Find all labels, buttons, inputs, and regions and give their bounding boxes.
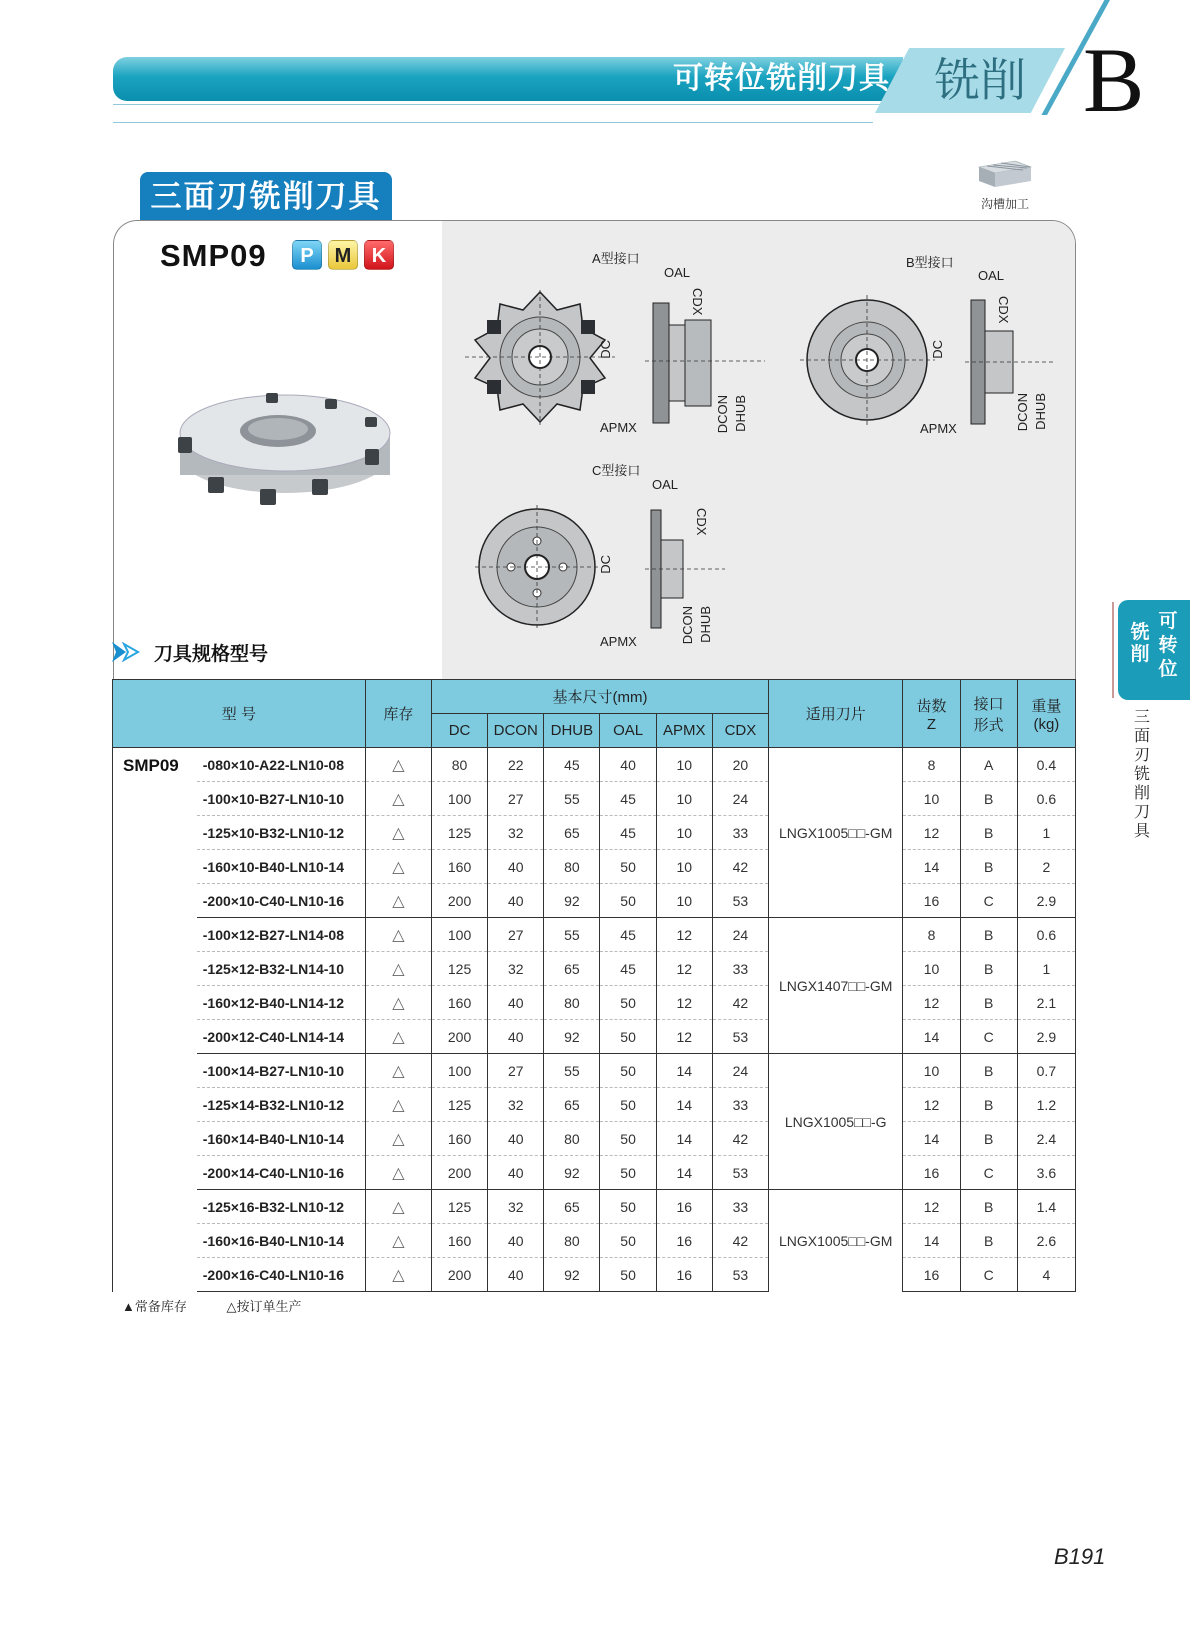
dc-cell: 125	[431, 952, 487, 986]
stock-cell: △	[365, 918, 431, 952]
weight-cell: 4	[1017, 1258, 1075, 1292]
dim-label-dc: DC	[598, 555, 613, 574]
header-apmx: APMX	[656, 714, 712, 748]
stock-cell: △	[365, 884, 431, 918]
dcon-cell: 32	[488, 952, 544, 986]
apmx-cell: 12	[656, 1020, 712, 1054]
interface-cell: B	[960, 986, 1017, 1020]
series-label: SMP09	[113, 748, 197, 1292]
spec-heading: 刀具规格型号	[154, 644, 269, 665]
dcon-cell: 32	[488, 1190, 544, 1224]
stock-cell: △	[365, 1258, 431, 1292]
header-dcon: DCON	[488, 714, 544, 748]
model-cell: -125×12-B32-LN14-10	[197, 952, 366, 986]
legend-in-stock: ▲常备库存	[122, 1299, 187, 1314]
interface-cell: B	[960, 782, 1017, 816]
table-row	[113, 1156, 1076, 1190]
oal-cell: 50	[600, 1224, 656, 1258]
stock-cell: △	[365, 986, 431, 1020]
model-cell: -200×14-C40-LN10-16	[197, 1156, 366, 1190]
model-cell: -160×14-B40-LN10-14	[197, 1122, 366, 1156]
teeth-cell: 12	[903, 1190, 960, 1224]
dc-cell: 100	[431, 918, 487, 952]
oal-cell: 45	[600, 816, 656, 850]
dim-label-dcon: DCON	[715, 395, 730, 434]
interface-cell: B	[960, 1054, 1017, 1088]
dhub-cell: 80	[544, 850, 600, 884]
interface-cell: B	[960, 952, 1017, 986]
dc-cell: 200	[431, 1156, 487, 1190]
diagram-b-title: B型接口	[906, 255, 954, 270]
apmx-cell: 14	[656, 1088, 712, 1122]
oal-cell: 50	[600, 1122, 656, 1156]
stock-legend	[122, 1296, 338, 1315]
dim-label-oal: OAL	[978, 268, 1005, 283]
dc-cell: 125	[431, 1088, 487, 1122]
interface-cell: B	[960, 1122, 1017, 1156]
page-number: B191	[1054, 1544, 1106, 1569]
oal-cell: 50	[600, 850, 656, 884]
interface-cell: C	[960, 884, 1017, 918]
dcon-cell: 40	[488, 1122, 544, 1156]
cdx-cell: 53	[712, 1156, 768, 1190]
oal-cell: 50	[600, 1020, 656, 1054]
chapter-letter: B	[1083, 29, 1145, 131]
oal-cell: 45	[600, 782, 656, 816]
dcon-cell: 27	[488, 918, 544, 952]
insert-cell: LNGX1005□□-G	[769, 1054, 903, 1190]
table-row	[113, 1190, 1076, 1224]
dhub-cell: 55	[544, 782, 600, 816]
stock-cell: △	[365, 850, 431, 884]
weight-cell: 3.6	[1017, 1156, 1075, 1190]
table-row	[113, 884, 1076, 918]
dc-cell: 100	[431, 1054, 487, 1088]
oal-cell: 50	[600, 1088, 656, 1122]
apmx-cell: 16	[656, 1224, 712, 1258]
header-dc: DC	[431, 714, 487, 748]
oal-cell: 50	[600, 1156, 656, 1190]
dim-label-apmx: APMX	[600, 420, 637, 435]
teeth-cell: 14	[903, 1020, 960, 1054]
category-title: 可转位铣削刀具	[673, 62, 890, 95]
cdx-cell: 42	[712, 1122, 768, 1156]
oal-cell: 50	[600, 1190, 656, 1224]
dcon-cell: 27	[488, 782, 544, 816]
dim-label-dcon: DCON	[1015, 393, 1030, 432]
teeth-cell: 14	[903, 850, 960, 884]
dhub-cell: 65	[544, 816, 600, 850]
interface-cell: C	[960, 1258, 1017, 1292]
weight-cell: 2.1	[1017, 986, 1075, 1020]
table-row	[113, 816, 1076, 850]
section-tab-title: 三面刃铣削刀具	[140, 172, 392, 222]
header-dimensions: 基本尺寸(mm)	[431, 680, 768, 714]
header-model: 型 号	[113, 680, 366, 748]
dc-cell: 200	[431, 1020, 487, 1054]
dcon-cell: 40	[488, 1224, 544, 1258]
stock-cell: △	[365, 1122, 431, 1156]
stock-cell: △	[365, 1190, 431, 1224]
dim-label-apmx: APMX	[920, 421, 957, 436]
dc-cell: 80	[431, 748, 487, 782]
cdx-cell: 24	[712, 782, 768, 816]
apmx-cell: 14	[656, 1122, 712, 1156]
dim-label-cdx: CDX	[690, 288, 705, 316]
model-cell: -160×10-B40-LN10-14	[197, 850, 366, 884]
side-tab-text-1: 铣削	[1130, 622, 1150, 665]
dim-label-dhub: DHUB	[733, 395, 748, 432]
cdx-cell: 33	[712, 816, 768, 850]
teeth-cell: 14	[903, 1224, 960, 1258]
double-chevron-icon	[112, 642, 142, 662]
dcon-cell: 32	[488, 1088, 544, 1122]
teeth-cell: 16	[903, 1258, 960, 1292]
cdx-cell: 42	[712, 1224, 768, 1258]
stock-cell: △	[365, 1088, 431, 1122]
model-cell: -200×12-C40-LN14-14	[197, 1020, 366, 1054]
dim-label-oal: OAL	[664, 265, 691, 280]
model-cell: -160×12-B40-LN14-12	[197, 986, 366, 1020]
weight-cell: 0.7	[1017, 1054, 1075, 1088]
cdx-cell: 33	[712, 1088, 768, 1122]
stock-cell: △	[365, 782, 431, 816]
cdx-cell: 42	[712, 850, 768, 884]
teeth-cell: 12	[903, 816, 960, 850]
apmx-cell: 10	[656, 850, 712, 884]
weight-cell: 2.6	[1017, 1224, 1075, 1258]
insert-cell: LNGX1005□□-GM	[769, 1190, 903, 1292]
header-insert: 适用刀片	[769, 680, 903, 748]
weight-cell: 1.4	[1017, 1190, 1075, 1224]
cdx-cell: 42	[712, 986, 768, 1020]
cdx-cell: 20	[712, 748, 768, 782]
dim-label-cdx: CDX	[694, 508, 709, 536]
oal-cell: 45	[600, 952, 656, 986]
dcon-cell: 40	[488, 1156, 544, 1190]
dcon-cell: 32	[488, 816, 544, 850]
interface-cell: B	[960, 850, 1017, 884]
dim-label-dhub: DHUB	[698, 606, 713, 643]
apmx-cell: 10	[656, 816, 712, 850]
diagram-a-front-view	[465, 290, 615, 425]
dhub-cell: 55	[544, 1054, 600, 1088]
interface-cell: C	[960, 1020, 1017, 1054]
teeth-cell: 16	[903, 884, 960, 918]
model-cell: -100×10-B27-LN10-10	[197, 782, 366, 816]
cdx-cell: 33	[712, 952, 768, 986]
header-rule	[113, 122, 873, 123]
dhub-cell: 92	[544, 1258, 600, 1292]
teeth-cell: 10	[903, 952, 960, 986]
dhub-cell: 65	[544, 1190, 600, 1224]
groove-block-icon	[975, 157, 1033, 189]
weight-cell: 2.9	[1017, 884, 1075, 918]
interface-cell: B	[960, 918, 1017, 952]
dc-cell: 200	[431, 884, 487, 918]
teeth-cell: 16	[903, 1156, 960, 1190]
cdx-cell: 53	[712, 1020, 768, 1054]
dc-cell: 200	[431, 1258, 487, 1292]
dc-cell: 100	[431, 782, 487, 816]
interface-cell: C	[960, 1156, 1017, 1190]
side-tab-accent	[1112, 602, 1114, 698]
model-cell: -125×16-B32-LN10-12	[197, 1190, 366, 1224]
table-row	[113, 918, 1076, 952]
apmx-cell: 12	[656, 986, 712, 1020]
stock-cell: △	[365, 1224, 431, 1258]
weight-cell: 2.4	[1017, 1122, 1075, 1156]
cdx-cell: 24	[712, 918, 768, 952]
weight-cell: 1.2	[1017, 1088, 1075, 1122]
oal-cell: 40	[600, 748, 656, 782]
table-row	[113, 1020, 1076, 1054]
dhub-cell: 80	[544, 1122, 600, 1156]
dcon-cell: 40	[488, 1258, 544, 1292]
side-chapter-tab[interactable]	[1118, 600, 1190, 700]
apmx-cell: 10	[656, 782, 712, 816]
dhub-cell: 92	[544, 1020, 600, 1054]
apmx-cell: 16	[656, 1258, 712, 1292]
header-interface: 接口 形式	[960, 680, 1017, 748]
interface-cell: B	[960, 1224, 1017, 1258]
dhub-cell: 45	[544, 748, 600, 782]
weight-cell: 1	[1017, 816, 1075, 850]
table-row	[113, 850, 1076, 884]
dcon-cell: 40	[488, 884, 544, 918]
header-cdx: CDX	[712, 714, 768, 748]
section-label: 铣削	[934, 54, 1026, 106]
dhub-cell: 92	[544, 1156, 600, 1190]
dc-cell: 125	[431, 816, 487, 850]
dc-cell: 160	[431, 1224, 487, 1258]
side-subsection-label: 三面刃铣削刀具	[1133, 709, 1150, 840]
model-cell: -200×16-C40-LN10-16	[197, 1258, 366, 1292]
dc-cell: 160	[431, 986, 487, 1020]
cdx-cell: 53	[712, 884, 768, 918]
dim-label-dhub: DHUB	[1033, 393, 1048, 430]
table-row	[113, 782, 1076, 816]
teeth-cell: 8	[903, 748, 960, 782]
dcon-cell: 27	[488, 1054, 544, 1088]
table-row	[113, 1122, 1076, 1156]
table-row	[113, 1088, 1076, 1122]
oal-cell: 50	[600, 986, 656, 1020]
interface-cell: B	[960, 1190, 1017, 1224]
oal-cell: 50	[600, 884, 656, 918]
interface-cell: B	[960, 1088, 1017, 1122]
stock-cell: △	[365, 748, 431, 782]
header-teeth: 齿数 Z	[903, 680, 960, 748]
model-cell: -100×12-B27-LN14-08	[197, 918, 366, 952]
model-cell: -125×10-B32-LN10-12	[197, 816, 366, 850]
dim-label-dc: DC	[930, 340, 945, 359]
material-badge-p: P	[292, 240, 322, 270]
model-cell: -200×10-C40-LN10-16	[197, 884, 366, 918]
dim-label-dcon: DCON	[680, 606, 695, 645]
dhub-cell: 80	[544, 1224, 600, 1258]
header-oal: OAL	[600, 714, 656, 748]
table-row	[113, 1054, 1076, 1088]
teeth-cell: 8	[903, 918, 960, 952]
teeth-cell: 12	[903, 986, 960, 1020]
spec-table	[112, 679, 1076, 1292]
header-weight: 重量 (kg)	[1017, 680, 1075, 748]
teeth-cell: 14	[903, 1122, 960, 1156]
dim-label-oal: OAL	[652, 477, 679, 492]
diagram-b-front-view	[800, 295, 935, 425]
dcon-cell: 40	[488, 850, 544, 884]
cdx-cell: 33	[712, 1190, 768, 1224]
oal-cell: 50	[600, 1258, 656, 1292]
apmx-cell: 10	[656, 884, 712, 918]
stock-cell: △	[365, 816, 431, 850]
apmx-cell: 12	[656, 918, 712, 952]
weight-cell: 0.6	[1017, 782, 1075, 816]
dc-cell: 160	[431, 1122, 487, 1156]
stock-cell: △	[365, 1156, 431, 1190]
side-tab-text-2: 可转位	[1158, 611, 1178, 680]
oal-cell: 50	[600, 1054, 656, 1088]
dcon-cell: 40	[488, 986, 544, 1020]
dim-label-dc: DC	[598, 340, 613, 359]
cdx-cell: 24	[712, 1054, 768, 1088]
apmx-cell: 16	[656, 1190, 712, 1224]
table-row	[113, 952, 1076, 986]
weight-cell: 1	[1017, 952, 1075, 986]
interface-cell: B	[960, 816, 1017, 850]
table-row	[113, 1258, 1076, 1292]
material-badge-m: M	[328, 240, 358, 270]
dc-cell: 125	[431, 1190, 487, 1224]
dhub-cell: 55	[544, 918, 600, 952]
stock-cell: △	[365, 1054, 431, 1088]
dhub-cell: 65	[544, 1088, 600, 1122]
stock-cell: △	[365, 1020, 431, 1054]
apmx-cell: 14	[656, 1054, 712, 1088]
header-dhub: DHUB	[544, 714, 600, 748]
insert-cell: LNGX1407□□-GM	[769, 918, 903, 1054]
dcon-cell: 22	[488, 748, 544, 782]
table-row	[113, 1224, 1076, 1258]
legend-made-to-order: △按订单生产	[226, 1299, 302, 1314]
apmx-cell: 12	[656, 952, 712, 986]
teeth-cell: 10	[903, 1054, 960, 1088]
oal-cell: 45	[600, 918, 656, 952]
weight-cell: 2	[1017, 850, 1075, 884]
dim-label-apmx: APMX	[600, 634, 637, 649]
dc-cell: 160	[431, 850, 487, 884]
dcon-cell: 40	[488, 1020, 544, 1054]
header-rule	[113, 104, 893, 105]
dim-label-cdx: CDX	[996, 296, 1011, 324]
cdx-cell: 53	[712, 1258, 768, 1292]
weight-cell: 2.9	[1017, 1020, 1075, 1054]
diagram-c-title: C型接口	[592, 463, 641, 478]
weight-cell: 0.4	[1017, 748, 1075, 782]
weight-cell: 0.6	[1017, 918, 1075, 952]
interface-cell: A	[960, 748, 1017, 782]
product-name: SMP09	[160, 238, 267, 273]
dhub-cell: 92	[544, 884, 600, 918]
model-cell: -080×10-A22-LN10-08	[197, 748, 366, 782]
dhub-cell: 65	[544, 952, 600, 986]
header-stock: 库存	[365, 680, 431, 748]
diagram-a-title: A型接口	[592, 251, 640, 266]
teeth-cell: 12	[903, 1088, 960, 1122]
material-badge-k: K	[364, 240, 394, 270]
model-cell: -160×16-B40-LN10-14	[197, 1224, 366, 1258]
stock-cell: △	[365, 952, 431, 986]
model-cell: -100×14-B27-LN10-10	[197, 1054, 366, 1088]
cutter-photo	[160, 385, 400, 525]
table-row	[113, 748, 1076, 782]
model-cell: -125×14-B32-LN10-12	[197, 1088, 366, 1122]
teeth-cell: 10	[903, 782, 960, 816]
apmx-cell: 10	[656, 748, 712, 782]
insert-cell: LNGX1005□□-GM	[769, 748, 903, 918]
apmx-cell: 14	[656, 1156, 712, 1190]
dhub-cell: 80	[544, 986, 600, 1020]
table-row	[113, 986, 1076, 1020]
operation-label: 沟槽加工	[980, 197, 1029, 211]
diagram-c-front-view	[475, 505, 600, 630]
